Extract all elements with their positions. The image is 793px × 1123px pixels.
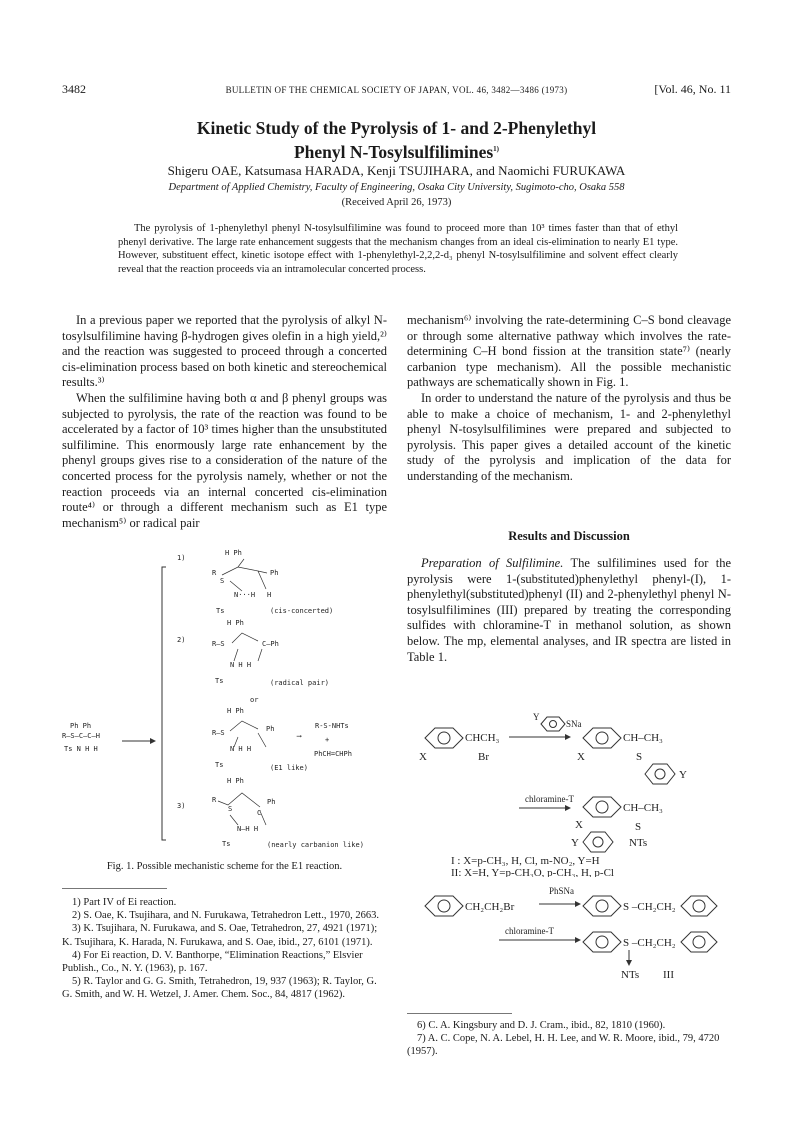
paragraph: In a previous paper we reported that the pyrolysis of alkyl N-tosylsulfilimine having β-hydrogen gives olefin in a high yield,²⁾ and the reaction was suggested to proceed through a concerted cis-elimination process based on both kinetic and stereochemical results.³⁾ — [62, 313, 387, 390]
footnote: 7) A. C. Cope, N. A. Lebel, H. H. Lee, and W. R. Moore, ibid., 79, 4720 (1957). — [407, 1033, 720, 1058]
preparation-scheme — [407, 712, 731, 877]
right-column-text — [407, 313, 731, 485]
footnote: 6) C. A. Kingsbury and D. J. Cram., ibid., 82, 1810 (1960). — [417, 1020, 666, 1031]
section-heading: Results and Discussion — [508, 529, 630, 543]
start-chain: R–S–C–C–H — [62, 732, 100, 740]
atom-label: S — [220, 577, 225, 585]
atom-label: C–Ph — [262, 640, 279, 648]
footnotes-right — [407, 1019, 731, 1059]
atom-label: C — [257, 809, 262, 817]
preparation-paragraph: Preparation of Sulfilimine. The sulfilimines used for the pyrolysis were 1-(substituted)phenylethyl phenyl-(I), 1-phenylethyl(substituted)phenyl (II) and 2-phenylethyl phenyl N-tosylsulfilimines (III) prepared by treating the corresponding sulfides with chloramine-T in methanol solution, as shown below. The mp, elemental analyses, and IR spectra are listed in Table 1. — [407, 556, 731, 664]
paragraph: mechanism⁶⁾ involving the rate-determining C–S bond cleavage or through some alternative pathway which involves the rate-determining C–H bond fission at the transition state⁷⁾ (nearly carbanion type mechanism). All the possible mechanistic pathways are schematically shown in Fig. 1. — [407, 313, 731, 390]
footnote: 3) K. Tsujihara, N. Furukawa, and S. Oae, Tetrahedron, 27, 4921 (1971); K. Tsujihara, K. Harada, N. Furukawa, and S. Oae, ibid., 27, 6101 (1971). — [62, 923, 378, 948]
path3-label: (nearly carbanion like) — [267, 841, 364, 849]
chain-3b: S –CH₂CH₂ — [623, 901, 676, 913]
chain-2: CH–CH₃ — [623, 802, 663, 814]
s-label: S — [635, 821, 642, 833]
figure-1-scheme — [62, 545, 387, 855]
atom-label: R — [212, 796, 217, 804]
x-label: X — [575, 819, 583, 831]
start-ph-labels: Ph Ph — [70, 722, 92, 730]
footnote: 4) For Ei reaction, D. V. Banthorpe, “Elimination Reactions,” Elsvier Publish., Co., N. Y. (1963), p. 167. — [62, 949, 363, 975]
preparation-scheme-iii — [407, 884, 731, 984]
chain-1b: CH–CH₃ — [623, 732, 663, 744]
y-label: Y — [679, 769, 687, 781]
atom-label: H Ph — [225, 549, 242, 557]
atom-label: N···H — [234, 591, 256, 599]
chain-1: CHCH₃ — [465, 732, 500, 744]
path1-number: 1) — [177, 554, 186, 562]
abstract: The pyrolysis of 1-phenylethyl phenyl N-tosylsulfilimine was found to proceed more than 10³ times faster than that of ethyl phenyl derivative. The large rate enhancement suggests that the mechanism changes from an ideal cis-elimination to nearly E1 type. However, substituent effect, kinetic isotope effect with 1-phenylethyl-2,2,2-d₃ phenyl N-tosylsulfilimine and solvent effect clearly reveal that the reaction proceeds via an intramolecular concerted process. — [118, 223, 678, 275]
chain-3a: CH₂CH₂Br — [465, 901, 515, 913]
product-2: PhCH=CHPh — [314, 750, 352, 758]
atom-label: Ts — [215, 761, 224, 769]
atom-label: Ph — [266, 725, 275, 733]
compound-iii-label: III — [663, 969, 674, 981]
atom-label: S — [228, 805, 233, 813]
y-label: Y — [533, 712, 540, 722]
atom-label: R–S — [212, 640, 225, 648]
title-line-1: Kinetic Study of the Pyrolysis of 1- and 2-Phenylethyl — [196, 118, 597, 138]
paragraph: In order to understand the nature of the pyrolysis and thus be able to make a choice of mechanism, 1- and 2-phenylethyl phenyl N-tosylsulfilimines were prepared and subjected to pyrolysis. This paper gives a detailed account of the kinetic study of the pyrolysis and implication of the data for understanding of the mechanism. — [407, 390, 731, 483]
y-label: Y — [571, 837, 579, 849]
atom-label: Ts — [215, 677, 224, 685]
affiliation: Department of Applied Chemistry, Faculty of Engineering, Osaka City University, Sugimoto-cho, Osaka 558 — [168, 182, 625, 193]
footnote-rule — [407, 1013, 512, 1014]
paragraph: When the sulfilimine having both α and β phenyl groups was subjected to pyrolysis, the rate of the reaction was found to be accelerated by a factor of 10³ times higher than the unsubstituted sulfilimine. This enormously large rate enhancement by the phenyl groups gives rise to a consideration of the nature of the concerted process for the pyrolysis namely, whether or not the reaction proceeds via an internal concerted cis-elimination route⁴⁾ or through a different mechanism such as E1 type mechanism⁵⁾ or radical pair — [62, 390, 387, 530]
footnote: 5) R. Taylor and G. G. Smith, Tetrahedron, 19, 937 (1963); R. Taylor, G. G. Smith, and W. H. Wetzel, J. Amer. Chem. Soc., 84, 4817 (1962). — [62, 976, 377, 1001]
reagent-sna: SNa — [566, 719, 582, 729]
chloramine-reagent: chloramine-T — [525, 794, 574, 804]
left-column-text — [62, 313, 387, 531]
received-date: (Received April 26, 1973) — [341, 197, 452, 208]
compound-ii-definition: II: X=H, Y=p-CH₃O, p-CH₃, H, p-Cl — [451, 867, 614, 877]
reagent-phsna: PhSNa — [549, 886, 575, 896]
start-ts: Ts N H H — [64, 745, 98, 753]
product-1: R-S-NHTs — [315, 722, 349, 730]
atom-label: Ts — [222, 840, 231, 848]
path2-label: (radical pair) — [270, 679, 330, 687]
chain-3c: S –CH₂CH₂ — [623, 937, 676, 949]
footnote: 1) Part IV of Ei reaction. — [72, 897, 177, 908]
plus-sign: + — [325, 736, 330, 744]
path3-number: 3) — [177, 802, 186, 810]
e1-label: (E1 like) — [270, 764, 308, 772]
volume-label: [Vol. 46, No. 11 — [654, 82, 731, 96]
atom-label: N H H — [230, 745, 252, 753]
atom-label: R–S — [212, 729, 225, 737]
article-title — [0, 118, 793, 163]
footnote-rule — [62, 888, 167, 889]
page-number: 3482 — [62, 82, 86, 96]
atom-label: Ts — [216, 607, 225, 615]
preparation-heading: Preparation of Sulfilimine. — [421, 556, 564, 570]
or-label: or — [250, 696, 259, 704]
atom-label: Ph — [270, 569, 279, 577]
atom-label: H Ph — [227, 777, 244, 785]
chloramine-reagent: chloramine-T — [505, 926, 554, 936]
compound-i-definition: I : X=p-CH₃, H, Cl, m-NO₂, Y=H — [451, 855, 600, 867]
x-label: X — [419, 751, 427, 763]
nts-label: NTs — [621, 969, 640, 981]
atom-label: H Ph — [227, 707, 244, 715]
br-label: Br — [478, 751, 489, 763]
arrow-2: ⟶ — [297, 732, 302, 740]
path2-number: 2) — [177, 636, 186, 644]
atom-label: Ph — [267, 798, 276, 806]
atom-label: H — [267, 591, 272, 599]
path1-label: (cis-concerted) — [270, 607, 334, 615]
title-line-2: Phenyl N-Tosylsulfilimines$^{1)}$ — [293, 141, 500, 162]
x-label: X — [577, 751, 585, 763]
journal-header: BULLETIN OF THE CHEMICAL SOCIETY OF JAPAN, VOL. 46, 3482—3486 (1973) — [225, 85, 568, 95]
atom-label: N—H H — [237, 825, 259, 833]
atom-label: R — [212, 569, 217, 577]
authors: Shigeru OAE, Katsumasa HARADA, Kenji TSUJIHARA, and Naomichi FURUKAWA — [167, 163, 626, 178]
atom-label: H Ph — [227, 619, 244, 627]
footnote: 2) S. Oae, K. Tsujihara, and N. Furukawa, Tetrahedron Lett., 1970, 2663. — [72, 910, 379, 922]
nts-label: NTs — [629, 837, 648, 849]
atom-label: N H H — [230, 661, 252, 669]
footnotes-left — [62, 896, 387, 1002]
figure-1-caption: Fig. 1. Possible mechanistic scheme for the E1 reaction. — [106, 861, 343, 872]
s-label: S — [636, 751, 643, 763]
